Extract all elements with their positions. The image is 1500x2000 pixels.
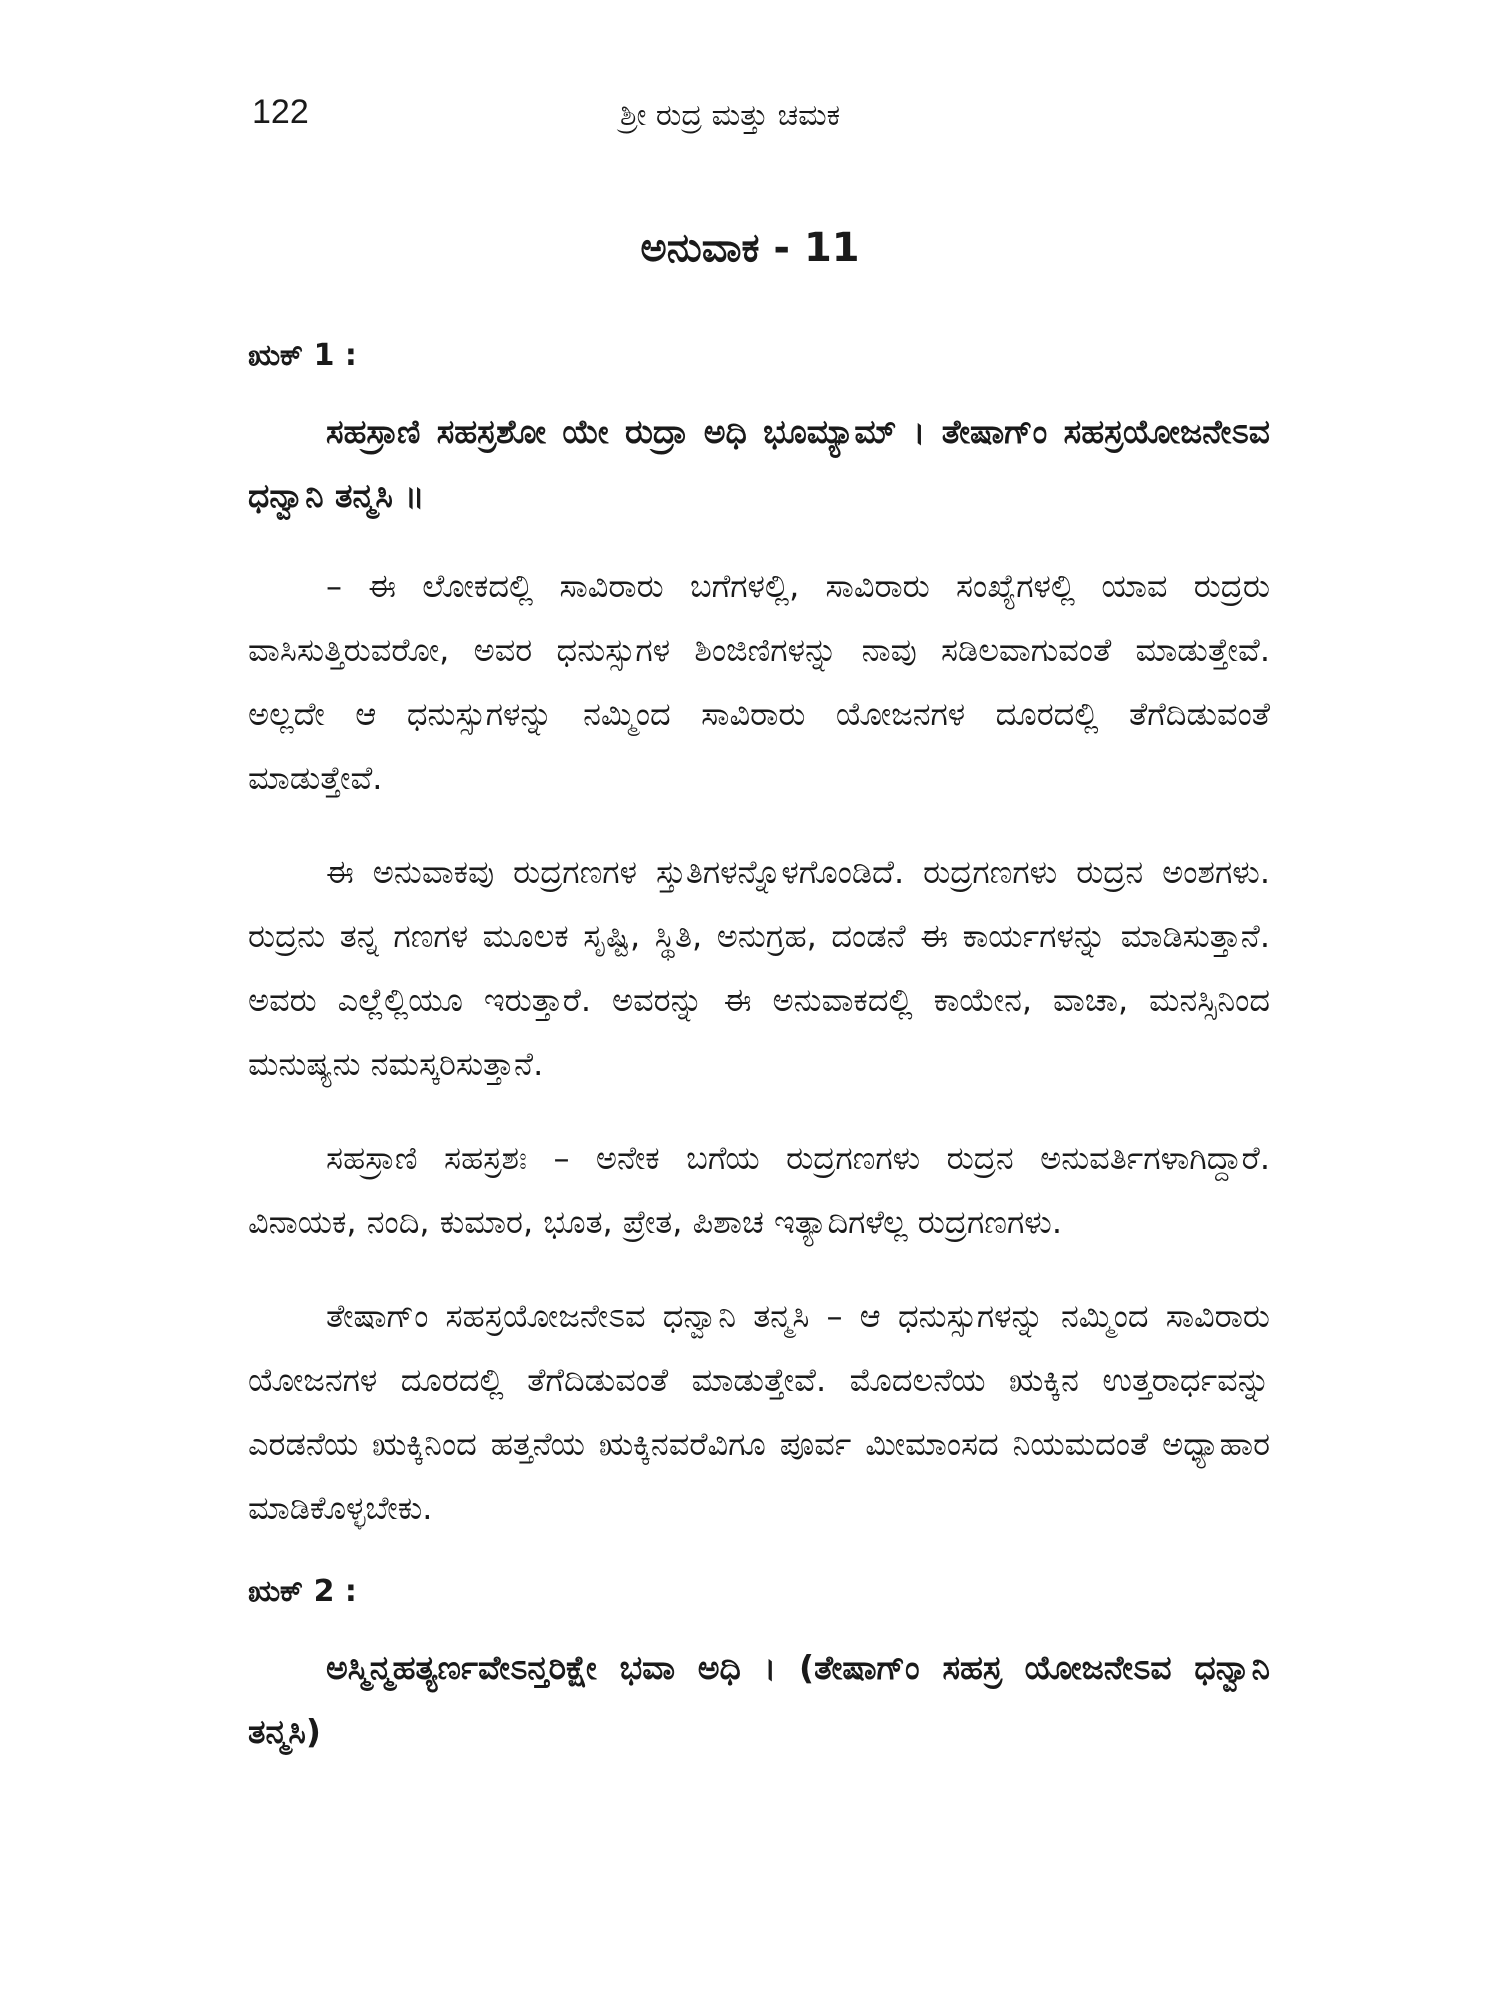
rik-1-mantra: ಸಹಸ್ರಾಣಿ ಸಹಸ್ರಶೋ ಯೇ ರುದ್ರಾ ಅಧಿ ಭೂಮ್ಯಾಮ್ । ತೇಷಾಗ್ಂ ಸಹಸ್ರಯೋಜನೇಽವ ಧನ್ವಾನಿ ತನ್ಮಸಿ ॥ — [248, 412, 1270, 515]
rik-2-label: ಋಕ್ 2 : — [248, 1574, 357, 1609]
commentary-paragraph: ತೇಷಾಗ್ಂ ಸಹಸ್ರಯೋಜನೇಽವ ಧನ್ವಾನಿ ತನ್ಮಸಿ – ಆ ಧನುಸ್ಸುಗಳನ್ನು ನಮ್ಮಿಂದ ಸಾವಿರಾರು ಯೋಜನಗಳ ದೂರದಲ್ಲಿ ತೆಗೆದಿಡುವಂತೆ ಮಾಡುತ್ತೇವೆ. ಮೊದಲನೆಯ ಋಕ್ಕಿನ ಉತ್ತರಾರ್ಧವನ್ನು ಎರಡನೆಯ ಋಕ್ಕಿನಿಂದ ಹತ್ತನೆಯ ಋಕ್ಕಿನವರೆವಿಗೂ ಪೂರ್ವ ಮೀಮಾಂಸದ ನಿಯಮದಂತೆ ಅಧ್ಯಾಹಾರ ಮಾಡಿಕೊಳ್ಳಬೇಕು. — [248, 1297, 1270, 1527]
running-title: ಶ್ರೀ ರುದ್ರ ಮತ್ತು ಚಮಕ — [620, 98, 841, 133]
page-number: 122 — [252, 93, 309, 131]
chapter-title: ಅನುವಾಕ - 11 — [640, 225, 860, 271]
rik-2-mantra: ಅಸ್ಮಿನ್ಮಹತ್ಯರ್ಣವೇಽನ್ತರಿಕ್ಷೇ ಭವಾ ಅಧಿ । (ತೇಷಾಗ್ಂ ಸಹಸ್ರ ಯೋಜನೇಽವ ಧನ್ವಾನಿ ತನ್ಮಸಿ) — [248, 1648, 1270, 1751]
page-content — [248, 334, 1270, 1790]
commentary-paragraph: ಸಹಸ್ರಾಣಿ ಸಹಸ್ರಶಃ – ಅನೇಕ ಬಗೆಯ ರುದ್ರಗಣಗಳು ರುದ್ರನ ಅನುವರ್ತಿಗಳಾಗಿದ್ದಾರೆ. ವಿನಾಯಕ, ನಂದಿ, ಕುಮಾರ, ಭೂತ, ಪ್ರೇತ, ಪಿಶಾಚ ಇತ್ಯಾದಿಗಳೆಲ್ಲ ರುದ್ರಗಣಗಳು. — [248, 1139, 1270, 1241]
commentary-paragraph: ಈ ಅನುವಾಕವು ರುದ್ರಗಣಗಳ ಸ್ತುತಿಗಳನ್ನೊಳಗೊಂಡಿದೆ. ರುದ್ರಗಣಗಳು ರುದ್ರನ ಅಂಶಗಳು. ರುದ್ರನು ತನ್ನ ಗಣಗಳ ಮೂಲಕ ಸೃಷ್ಟಿ, ಸ್ಥಿತಿ, ಅನುಗ್ರಹ, ದಂಡನೆ ಈ ಕಾರ್ಯಗಳನ್ನು ಮಾಡಿಸುತ್ತಾನೆ. ಅವರು ಎಲ್ಲೆಲ್ಲಿಯೂ ಇರುತ್ತಾರೆ. ಅವರನ್ನು ಈ ಅನುವಾಕದಲ್ಲಿ ಕಾಯೇನ, ವಾಚಾ, ಮನಸ್ಸಿನಿಂದ ಮನುಷ್ಯನು ನಮಸ್ಕರಿಸುತ್ತಾನೆ. — [248, 853, 1270, 1083]
rik-1-meaning-paragraph: – ಈ ಲೋಕದಲ್ಲಿ ಸಾವಿರಾರು ಬಗೆಗಳಲ್ಲಿ, ಸಾವಿರಾರು ಸಂಖ್ಯೆಗಳಲ್ಲಿ ಯಾವ ರುದ್ರರು ವಾಸಿಸುತ್ತಿರುವರೋ, ಅವರ ಧನುಸ್ಸುಗಳ ಶಿಂಜಿಣಿಗಳನ್ನು ನಾವು ಸಡಿಲವಾಗುವಂತೆ ಮಾಡುತ್ತೇವೆ. ಅಲ್ಲದೇ ಆ ಧನುಸ್ಸುಗಳನ್ನು ನಮ್ಮಿಂದ ಸಾವಿರಾರು ಯೋಜನಗಳ ದೂರದಲ್ಲಿ ತೆಗೆದಿಡುವಂತೆ ಮಾಡುತ್ತೇವೆ. — [248, 567, 1270, 797]
rik-1-label: ಋಕ್ 1 : — [248, 338, 357, 373]
